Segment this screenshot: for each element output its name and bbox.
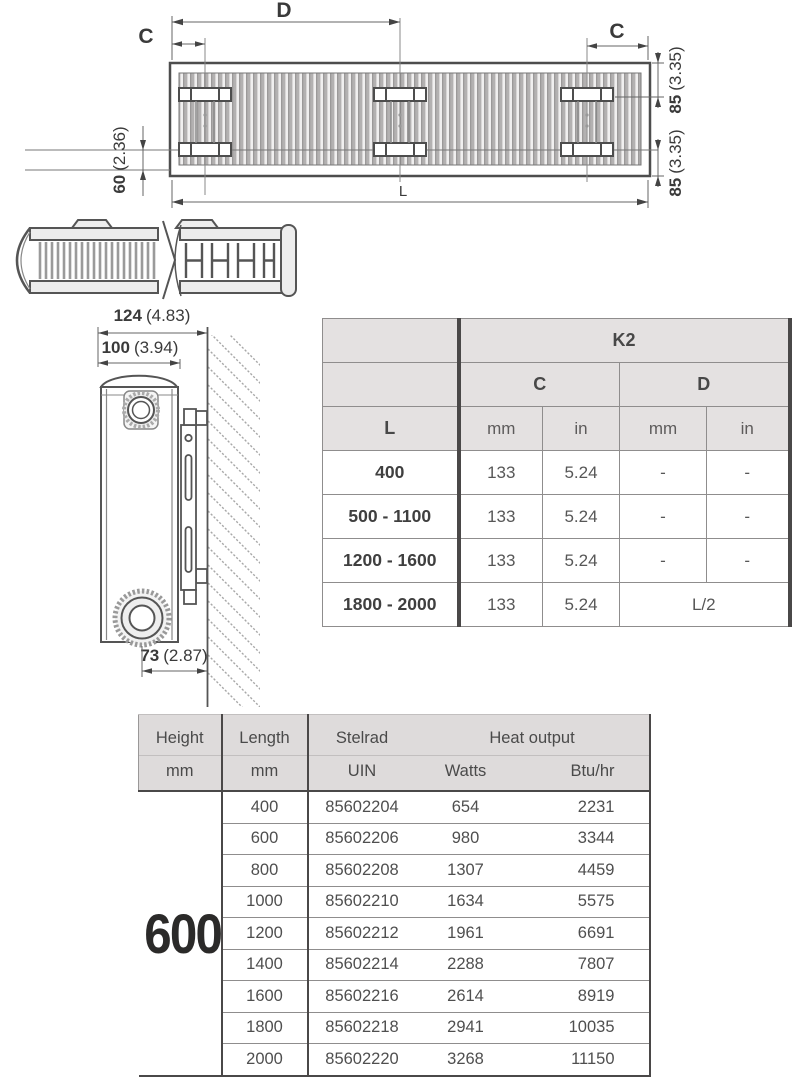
dimension-cell-merged: L/2 (620, 583, 790, 627)
blank-cell (323, 363, 459, 407)
dim-label-100: 100 (3.94) (101, 338, 179, 357)
uin-cell: 85602214 (308, 949, 416, 981)
dim-label-l: L (398, 183, 408, 200)
uin-cell: 85602204 (308, 791, 416, 823)
dim-label-124: 124 (4.83) (113, 306, 191, 325)
length-unit-header: mm (222, 756, 308, 792)
length-range-cell: 1800 - 2000 (323, 583, 459, 627)
top-tab (176, 220, 218, 228)
uin-header: Stelrad (308, 715, 416, 756)
dim-label-85-top: 85(3.35) (666, 46, 686, 114)
dimension-cell: 5.24 (543, 495, 620, 539)
length-cell: 2000 (222, 1044, 308, 1076)
convector-section (175, 225, 296, 296)
table-row (323, 495, 790, 539)
length-cell: 1400 (222, 949, 308, 981)
height-value: 600 (143, 901, 221, 965)
btu-cell: 8919 (516, 981, 650, 1013)
length-cell: 800 (222, 855, 308, 887)
break-line (163, 221, 175, 299)
length-cell: 400 (222, 791, 308, 823)
btu-cell: 4459 (516, 855, 650, 887)
watts-cell: 2941 (416, 1012, 516, 1044)
length-range-cell: 1200 - 1600 (323, 539, 459, 583)
mounting-bracket (181, 409, 207, 604)
uin-cell: 85602220 (308, 1044, 416, 1076)
table-row (323, 583, 790, 627)
col-header-d: D (620, 363, 790, 407)
dimension-l (172, 180, 648, 208)
dimension-cell: 133 (459, 583, 543, 627)
watts-cell: 1307 (416, 855, 516, 887)
dimension-cell: - (620, 451, 707, 495)
table-header-row (139, 715, 650, 756)
btu-header: Btu/hr (516, 756, 650, 792)
uin-cell: 85602216 (308, 981, 416, 1013)
unit-header-in: in (707, 407, 790, 451)
watts-cell: 2614 (416, 981, 516, 1013)
dim-label-c-left: C (138, 25, 154, 48)
heat-output-table (138, 714, 651, 1077)
length-cell: 1600 (222, 981, 308, 1013)
uin-cell: 85602206 (308, 823, 416, 855)
length-cell: 1800 (222, 1012, 308, 1044)
k2-title-cell: K2 (459, 319, 790, 363)
watts-header: Watts (416, 756, 516, 792)
table-header-row (139, 756, 650, 792)
dimension-cell: 5.24 (543, 539, 620, 583)
btu-cell: 3344 (516, 823, 650, 855)
dim-label-d: D (276, 0, 292, 22)
dimension-cell: 133 (459, 495, 543, 539)
dimension-d (172, 16, 400, 60)
side-view-drawing (0, 305, 300, 715)
dimension-cell: 133 (459, 539, 543, 583)
btu-cell: 10035 (516, 1012, 650, 1044)
col-header-c: C (459, 363, 620, 407)
dimension-85-bottom (652, 139, 664, 187)
length-cell: 1000 (222, 886, 308, 918)
dimension-cell: - (620, 495, 707, 539)
dimension-60 (140, 126, 146, 196)
length-range-cell: 400 (323, 451, 459, 495)
uin-cell: 85602208 (308, 855, 416, 887)
table-row (323, 451, 790, 495)
dimension-cell: - (620, 539, 707, 583)
top-valve (124, 391, 158, 429)
table-row (139, 791, 650, 823)
col-header-l: L (323, 407, 459, 451)
watts-cell: 1634 (416, 886, 516, 918)
height-value-cell (139, 791, 222, 1076)
watts-cell: 654 (416, 791, 516, 823)
dimension-cell: - (707, 539, 790, 583)
dimension-cell: 5.24 (543, 451, 620, 495)
btu-cell: 6691 (516, 918, 650, 950)
finned-section (17, 228, 158, 293)
wall-hatch (208, 313, 263, 715)
dimension-cell: - (707, 495, 790, 539)
uin-cell: 85602218 (308, 1012, 416, 1044)
table-row (323, 363, 790, 407)
dimension-cell: - (707, 451, 790, 495)
length-cell: 1200 (222, 918, 308, 950)
dimension-c-left (172, 41, 205, 47)
cross-section-drawing (0, 215, 320, 310)
watts-cell: 3268 (416, 1044, 516, 1076)
k2-dimensions-table (322, 318, 792, 627)
btu-cell: 7807 (516, 949, 650, 981)
blank-cell (323, 319, 459, 363)
dim-label-85-bottom: 85(3.35) (666, 129, 686, 197)
unit-header-mm: mm (459, 407, 543, 451)
btu-cell: 11150 (516, 1044, 650, 1076)
dim-label-c-right: C (609, 20, 625, 43)
height-header: Height (139, 715, 222, 756)
uin-cell: 85602210 (308, 886, 416, 918)
dimension-cell: 5.24 (543, 583, 620, 627)
top-view-drawing (0, 0, 799, 215)
length-cell: 600 (222, 823, 308, 855)
watts-cell: 1961 (416, 918, 516, 950)
watts-cell: 980 (416, 823, 516, 855)
watts-cell: 2288 (416, 949, 516, 981)
uin-cell: 85602212 (308, 918, 416, 950)
dim-label-60: 60(2.36) (110, 126, 130, 194)
dim-label-73: 73 (2.87) (140, 646, 208, 665)
top-tab (72, 220, 112, 228)
table-row (323, 407, 790, 451)
btu-cell: 2231 (516, 791, 650, 823)
btu-cell: 5575 (516, 886, 650, 918)
table-row (323, 539, 790, 583)
dimension-cell: 133 (459, 451, 543, 495)
length-header: Length (222, 715, 308, 756)
dimension-100 (98, 359, 180, 369)
bottom-valve (115, 591, 169, 645)
unit-header-mm: mm (620, 407, 707, 451)
table-row (323, 319, 790, 363)
height-unit-header: mm (139, 756, 222, 792)
heat-output-header: Heat output (416, 715, 650, 756)
uin-subheader: UIN (308, 756, 416, 792)
length-range-cell: 500 - 1100 (323, 495, 459, 539)
unit-header-in: in (543, 407, 620, 451)
